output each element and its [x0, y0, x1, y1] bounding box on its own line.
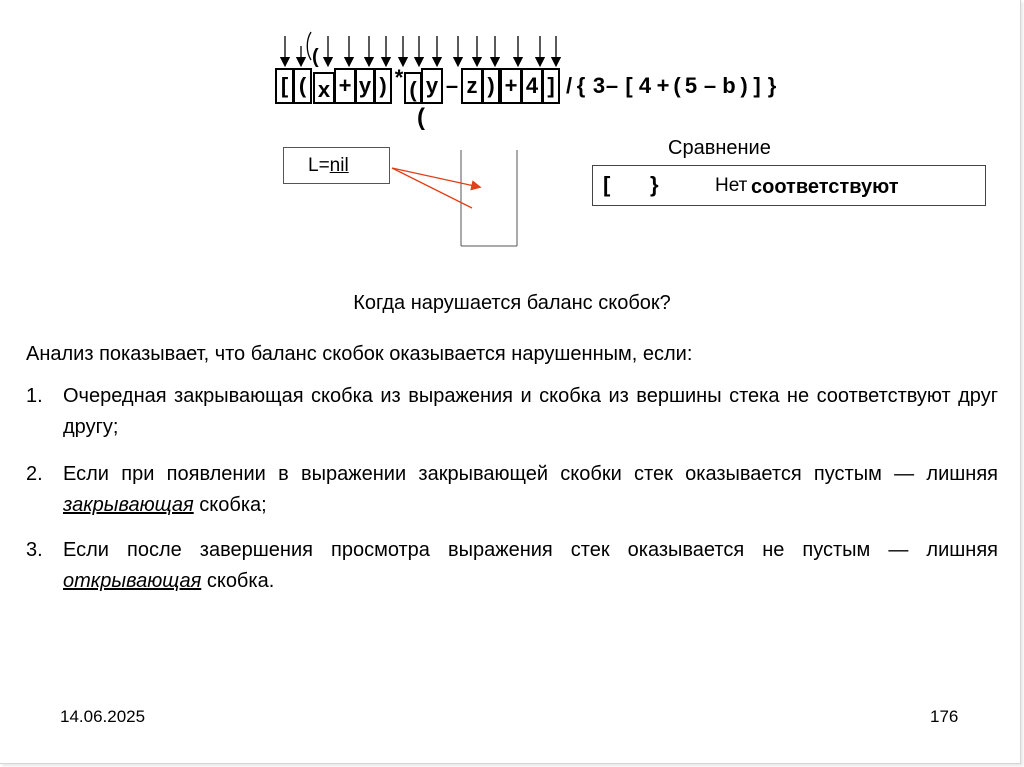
list-item-text: Если при появлении в выражении закрывающей скобки стек оказывается пустым — лишняя закрывающая скобка;	[63, 463, 998, 516]
expr-token: [	[625, 73, 633, 98]
stack-diagram	[360, 140, 530, 255]
stack-pointer-label: L=	[308, 155, 330, 176]
comparison-close-bracket: }	[650, 172, 659, 197]
expr-token: ]	[542, 68, 560, 104]
expr-token: +	[334, 68, 356, 104]
red-arrow-icons	[392, 168, 479, 208]
intro-text: Анализ показывает, что баланс скобок оказывается нарушенным, если:	[26, 343, 693, 365]
expr-token: y	[355, 68, 375, 104]
expr-token: 3	[592, 73, 606, 98]
stack-pointer-value: nil	[329, 155, 349, 176]
expr-token: x	[313, 72, 335, 104]
list-item-text: Очередная закрывающая скобка из выражения и скобка из вершины стека не соответствуют друг другу;	[63, 385, 998, 438]
comparison-open-bracket: [	[603, 172, 611, 197]
stack-outline	[461, 150, 517, 246]
expr-token: (	[673, 73, 681, 98]
expr-token: y	[421, 68, 443, 104]
expr-token: ]	[753, 73, 761, 98]
expr-token: 4	[521, 68, 543, 104]
expr-token: +	[656, 73, 670, 98]
list-item-text: Если после завершения просмотра выражения стек оказывается не пустым — лишняя открывающая скобка.	[63, 539, 998, 592]
question-heading: Когда нарушается баланс скобок?	[353, 292, 671, 314]
expr-token: [	[275, 68, 294, 104]
expr-token: (	[293, 68, 312, 104]
footer-date: 14.06.2025	[60, 707, 146, 726]
comparison-title: Сравнение	[668, 137, 771, 159]
expr-token: –	[445, 73, 459, 98]
expr-token: )	[482, 68, 500, 104]
expr-token: 5	[684, 73, 698, 98]
expr-token: b	[722, 73, 736, 98]
expr-token: –	[605, 73, 619, 98]
emphasis-closing: закрывающая	[63, 494, 194, 516]
expr-token: 4	[638, 73, 652, 98]
expr-token: z	[461, 68, 483, 104]
current-paren: (	[417, 104, 425, 131]
expr-token: /	[565, 73, 573, 98]
page-number: 176	[930, 707, 959, 726]
comparison-box	[592, 165, 986, 206]
emphasis-opening: открывающая	[63, 570, 202, 592]
expr-token: )	[740, 73, 748, 98]
expr-token: }	[767, 73, 777, 98]
expr-token: )	[374, 68, 392, 104]
expr-token: {	[576, 73, 586, 98]
expr-token: *	[394, 65, 404, 90]
expr-token: (	[404, 72, 422, 104]
expr-token: +	[500, 68, 522, 104]
list-item-number: 3.	[26, 539, 43, 561]
comparison-result: соответствуют	[751, 176, 899, 198]
list-item-number: 2.	[26, 463, 43, 485]
ghost-open-paren: (	[312, 46, 319, 68]
expr-token: –	[703, 73, 717, 98]
list-item-number: 1.	[26, 385, 43, 407]
comparison-ghost-text: Нет	[715, 175, 748, 196]
